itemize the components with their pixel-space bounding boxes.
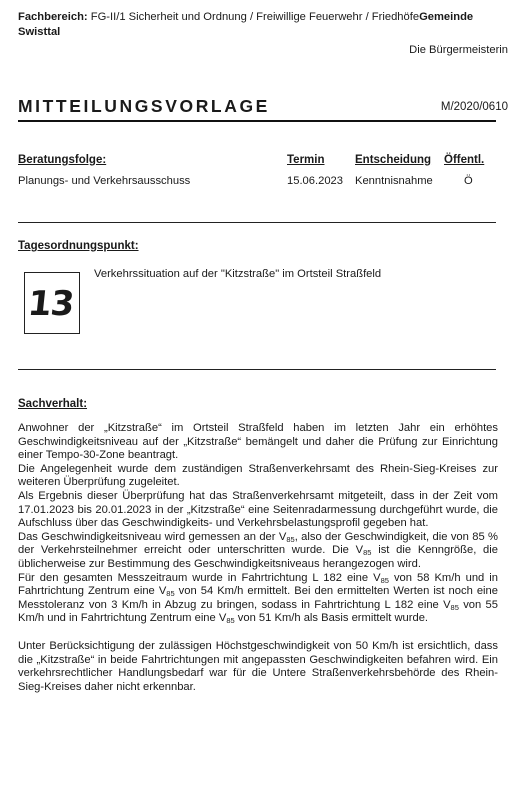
title-divider (18, 120, 496, 122)
facts-paragraph: Das Geschwindigkeitsniveau wird gemessen an der $V_{85}$, also der Geschwindigkeit, die von 85 % der Verkehrsteilnehmer erreicht oder unterschritten wurde. Die $V_{85}$ ist die Kenngröße, die üblicherweise zur Bestimmung des Geschwindigkeitsniveaus herangezogen wird. (18, 530, 498, 570)
consultation-header-public: Öffentl. (444, 154, 485, 166)
facts-label: Sachverhalt: (18, 398, 88, 410)
agenda-number: 13 (25, 284, 76, 324)
section-divider (18, 222, 496, 223)
consultation-header-date: Termin (287, 154, 325, 166)
table-row-committee: Planungs- und Verkehrsausschuss (18, 175, 191, 187)
consultation-header-committee: Beratungsfolge: (18, 154, 107, 166)
department-value: FG-II/1 Sicherheit und Ordnung / Freiwillige Feuerwehr / Friedhöfe (90, 11, 420, 23)
table-row-decision: Kenntnisnahme (355, 175, 433, 187)
facts-paragraph: Als Ergebnis dieser Überprüfung hat das Straßenverkehrsamt mitgeteilt, dass in der Zeit vom 17.01.2023 bis 20.01.2023 in der „Kitzstraße“ eine Seitenradarmessung durchgeführt wurde, die Aufschluss über das Geschwindigkeits- und Verkehrsbelastungsprofil gegeben hat. (18, 489, 498, 530)
table-row-date: 15.06.2023 (287, 175, 343, 187)
agenda-topic: Verkehrssituation auf der "Kitzstraße" im Ortsteil Straßfeld (94, 268, 382, 280)
facts-paragraph: Für den gesamten Messzeitraum wurde in Fahrtrichtung L 182 eine $V_{85}$ von 58 Km/h und in Fahrtrichtung Zentrum eine $V_{85}$ von 54 Km/h ermittelt. Bei den ermittelten Werten ist noch eine Messtoleranz von 3 Km/h in Abzug zu bringen, sodass in Fahrtrichtung L 182 eine $V_{85}$ von 55 Km/h und in Fahrtrichtung Zentrum eine $V_{85}$ von 51 Km/h als Basis ermittelt wurde. (18, 571, 499, 626)
facts-paragraph: Anwohner der „Kitzstraße“ im Ortsteil Straßfeld haben im letzten Jahr ein erhöhtes Geschwindigkeitsniveau auf der „Kitzstraße“ bemängelt und daher die Prüfung zur Einrichtung einer Tempo-30-Zone beantragt. (18, 422, 498, 462)
department-header (18, 10, 508, 39)
document-number: M/2020/0610 (440, 101, 508, 113)
facts-body (18, 422, 498, 694)
agenda-label: Tagesordnungspunkt: (18, 240, 139, 252)
document-type-title: MITTEILUNGSVORLAGE (18, 96, 270, 116)
department-label: Fachbereich: (18, 11, 88, 23)
facts-paragraph: Unter Berücksichtigung der zulässigen Höchstgeschwindigkeit von 50 Km/h ist ersichtlich, dass die „Kitzstraße“ in beide Fahrtrichtungen mit angepassten Geschwindigkeiten befahren wird. Ein verkehrsrechtlicher Handlungsbedarf war für die Untere Straßenverkehrsbehörde des Rhein-Sieg-Kreises daher nicht erkennbar. (18, 639, 498, 693)
municipality-name: Gemeinde Swisttal (18, 11, 474, 38)
section-divider (18, 369, 496, 370)
table-row-public: Ö (464, 175, 473, 187)
facts-paragraph: Die Angelegenheit wurde dem zuständigen Straßenverkehrsamt des Rhein-Sieg-Kreises zur weiteren Überprüfung zugeleitet. (18, 462, 498, 489)
consultation-header-decision: Entscheidung (355, 154, 432, 166)
signatory: Die Bürgermeisterin (409, 44, 508, 56)
